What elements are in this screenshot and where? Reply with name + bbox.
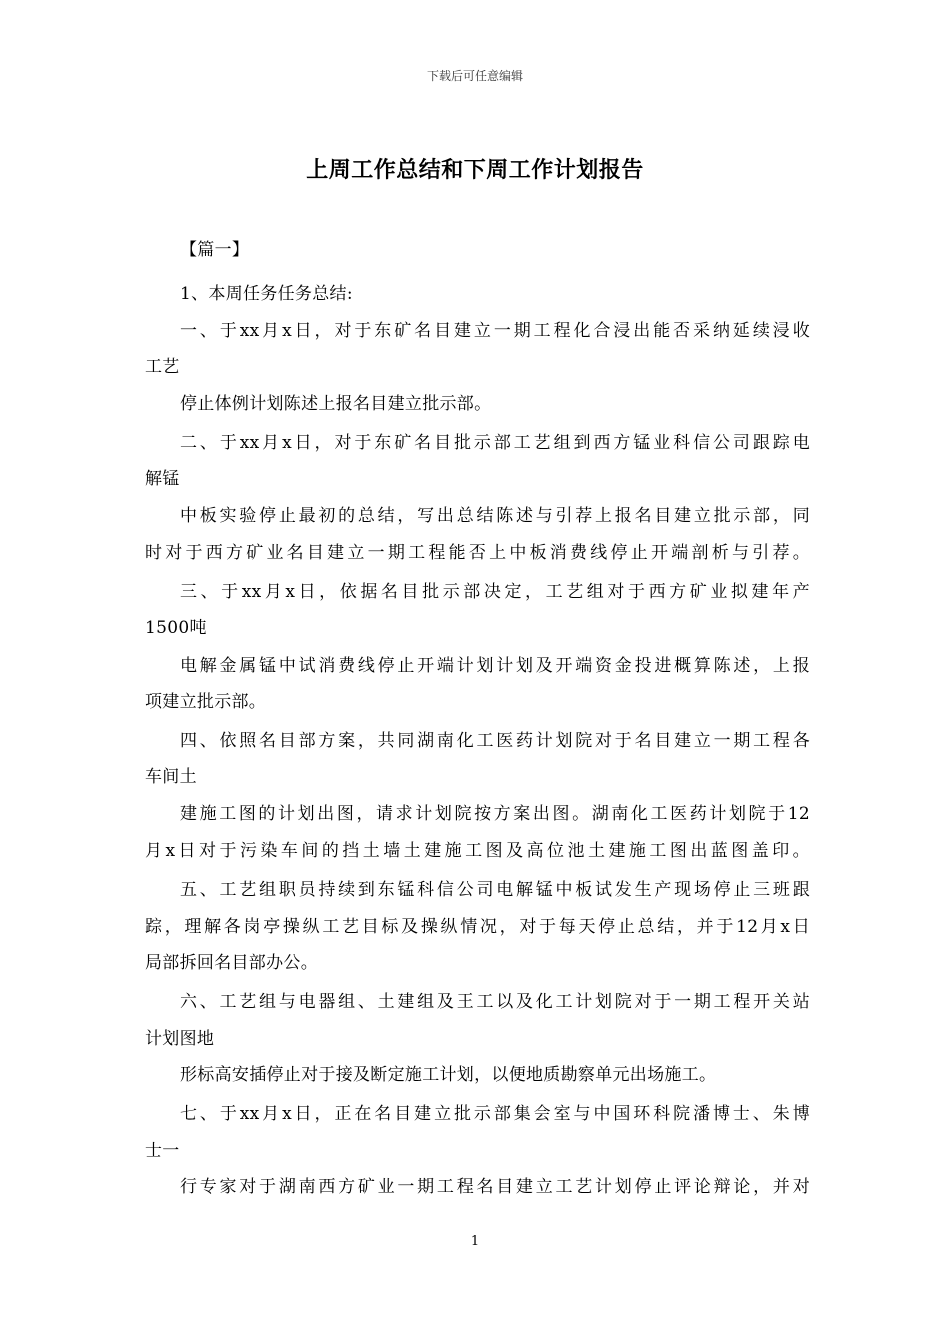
body-line: 车间土 [145, 767, 197, 787]
body-line: 中板实验停止最初的总结，写出总结陈述与引荐上报名目建立批示部，同 [180, 506, 810, 526]
body-line: 停止体例计划陈述上报名目建立批示部。 [180, 394, 492, 414]
body-line: 形标高安插停止对于接及断定施工计划，以便地质勘察单元出场施工。 [180, 1065, 717, 1085]
document-title: 上周工作总结和下周工作计划报告 [306, 157, 644, 183]
body-line: 月x日对于污染车间的挡土墙土建施工图及高位池土建施工图出蓝图盖印。 [145, 841, 810, 861]
body-line: 计划图地 [145, 1029, 215, 1049]
subheading: 1、本周任务任务总结: [180, 284, 353, 304]
body-line: 四、依照名目部方案，共同湖南化工医药计划院对于名目建立一期工程各 [180, 731, 810, 751]
body-line: 1500吨 [145, 618, 207, 638]
body-line: 三、于xx月x日，依据名目批示部决定，工艺组对于西方矿业拟建年产 [180, 582, 810, 602]
body-line: 踪，理解各岗亭操纵工艺目标及操纵情况，对于每天停止总结，并于12月x日 [145, 917, 810, 937]
body-line: 行专家对于湖南西方矿业一期工程名目建立工艺计划停止评论辩论，并对 [180, 1177, 810, 1197]
header-note: 下载后可任意编辑 [426, 69, 523, 83]
body-line: 解锰 [145, 469, 180, 489]
body-line: 士一 [145, 1141, 180, 1161]
body-line: 七、于xx月x日，正在名目建立批示部集会室与中国环科院潘博士、朱博 [180, 1104, 810, 1124]
body-line: 局部拆回名目部办公。 [145, 953, 318, 973]
section-label: 【篇一】 [180, 240, 250, 260]
body-line: 六、工艺组与电器组、土建组及王工以及化工计划院对于一期工程开关站 [180, 992, 810, 1012]
body-line: 项建立批示部。 [145, 692, 267, 712]
page-number: 1 [470, 1234, 480, 1249]
body-line: 建施工图的计划出图，请求计划院按方案出图。湖南化工医药计划院于12 [180, 804, 810, 824]
body-line: 工艺 [145, 357, 180, 377]
body-line: 电解金属锰中试消费线停止开端计划计划及开端资金投进概算陈述，上报 [180, 656, 810, 676]
body-line: 二、于xx月x日，对于东矿名目批示部工艺组到西方锰业科信公司跟踪电 [180, 433, 810, 453]
body-line: 一、于xx月x日，对于东矿名目建立一期工程化合浸出能否采纳延续浸收 [180, 321, 810, 341]
body-line: 五、工艺组职员持续到东锰科信公司电解锰中板试发生产现场停止三班跟 [180, 880, 810, 900]
body-line: 时对于西方矿业名目建立一期工程能否上中板消费线停止开端剖析与引荐。 [145, 543, 810, 563]
